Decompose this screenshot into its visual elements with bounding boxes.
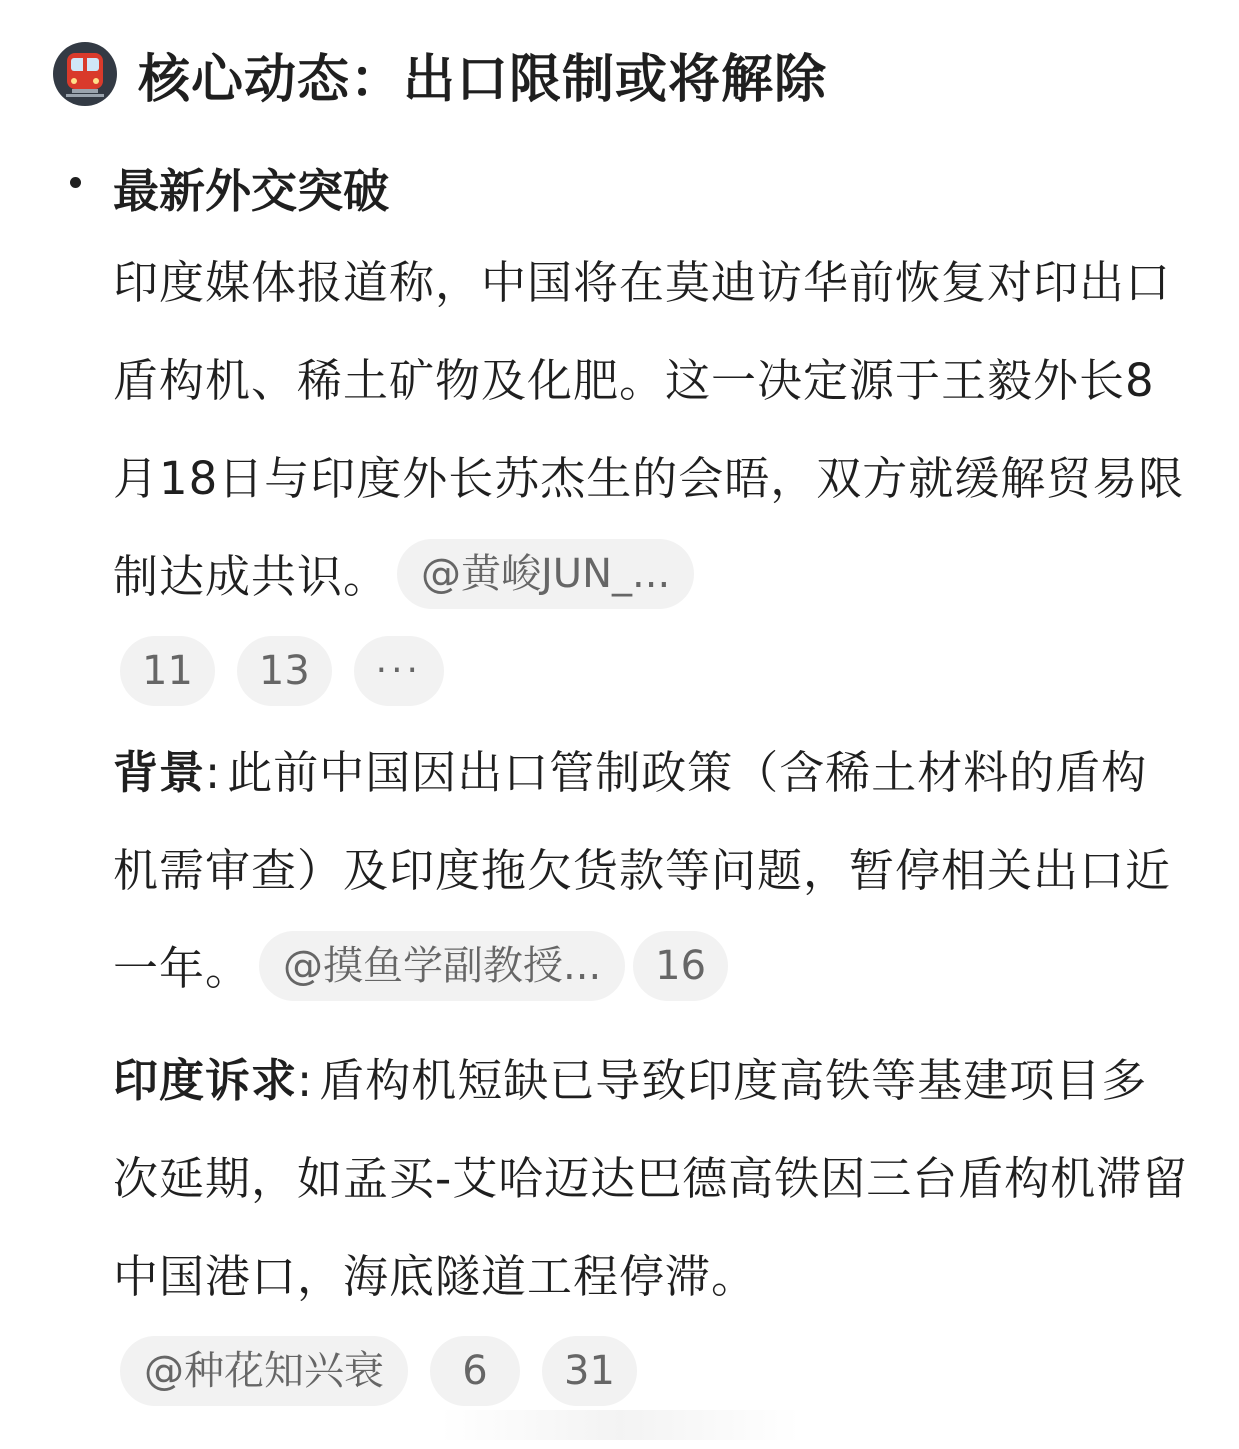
- section-title: 核心动态：出口限制或将解除: [138, 49, 828, 110]
- paragraph-label: 印度诉求: [113, 1054, 298, 1107]
- reference-chip[interactable]: 31: [542, 1336, 637, 1406]
- reference-chip[interactable]: 16: [633, 931, 728, 1001]
- source-chip[interactable]: @种花知兴衰: [120, 1336, 408, 1406]
- subheading: 最新外交突破: [113, 164, 389, 218]
- source-chip[interactable]: @摸鱼学副教授...: [259, 931, 625, 1001]
- paragraph-diplomacy: [113, 234, 1193, 626]
- metro-train-icon: [52, 41, 118, 107]
- reference-chip[interactable]: 6: [430, 1336, 520, 1406]
- paragraph-background: [113, 724, 1193, 1018]
- label-colon: :: [205, 746, 222, 799]
- more-icon[interactable]: ···: [354, 636, 444, 706]
- paragraph-text: 此前中国因出口管制政策（含稀土材料的盾构机需审查）及印度拖欠货款等问题，暂停相关出口近一年。: [113, 746, 1172, 995]
- paragraph-text: 盾构机短缺已导致印度高铁等基建项目多次延期，如孟买-艾哈迈达巴德高铁因三台盾构机滞留中国港口，海底隧道工程停滞。: [113, 1054, 1189, 1303]
- reference-chips: [120, 636, 444, 706]
- scroll-fade: [440, 1410, 800, 1440]
- paragraph-label: 背景: [113, 746, 206, 799]
- section-header: [52, 38, 827, 110]
- paragraph-text: 印度媒体报道称，中国将在莫迪访华前恢复对印出口盾构机、稀土矿物及化肥。这一决定源于王毅外长8月18日与印度外长苏杰生的会晤，双方就缓解贸易限制达成共识。: [113, 256, 1185, 603]
- bullet-dot: [70, 177, 81, 188]
- source-chip[interactable]: @黄峻JUN_...: [397, 539, 694, 609]
- reference-chip[interactable]: 11: [120, 636, 215, 706]
- label-colon: :: [297, 1054, 314, 1107]
- paragraph-india-demand: [113, 1032, 1193, 1326]
- reference-chips: [120, 1336, 637, 1406]
- reference-chip[interactable]: 13: [237, 636, 332, 706]
